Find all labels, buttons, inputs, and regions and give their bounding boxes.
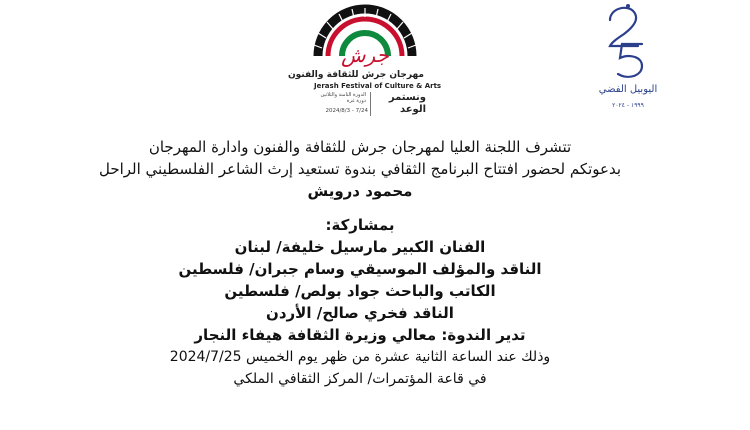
jerash-festival-logo: [287, 0, 442, 125]
venue-line: في قاعة المؤتمرات/ المركز الثقافي الملكي: [233, 371, 487, 387]
festival-edition: الدورة الثامنة والثلاثين دورة غزة: [320, 92, 366, 104]
moderator-line: تدير الندوة: معالي وزيرة الثقافة هيفاء النجار: [194, 326, 526, 344]
spacer: [80, 202, 640, 214]
jubilee-number-emblem: [588, 0, 668, 84]
participation-label: بمشاركة:: [325, 216, 395, 234]
festival-name-arabic: مهرجان جرش للثقافة والفنون: [287, 70, 424, 80]
festival-emblem-text: جرش: [341, 43, 389, 67]
festival-dates: 2024/8/3 - 7/24: [325, 108, 368, 114]
festival-divider: [370, 92, 371, 116]
participant-3: الكاتب والباحث جواد بولص/ فلسطين: [224, 282, 496, 300]
participant-2: الناقد والمؤلف الموسيقي وسام جبران/ فلسطين: [178, 260, 542, 278]
jubilee-title: اليوبيل الفضي: [598, 84, 658, 95]
invitation-line-1: تتشرف اللجنة العليا لمهرجان جرش للثقافة والفنون وادارة المهرجان: [148, 138, 572, 156]
invitation-body: [80, 136, 640, 390]
festival-arch-emblem: [300, 0, 430, 70]
silver-jubilee-logo: [588, 0, 668, 115]
festival-name-english: Jerash Festival of Culture & Arts: [314, 82, 442, 90]
jubilee-years: ١٩٩٩ - ٢٠٢٤: [612, 102, 644, 109]
time-line: وذلك عند الساعة الثانية عشرة من ظهر يوم الخميس 2024/7/25: [169, 349, 551, 365]
participant-1: الفنان الكبير مارسيل خليفة/ لبنان: [234, 238, 486, 256]
festival-slogan-line1: ونستمر: [388, 92, 426, 103]
jubilee-number: 25: [658, 14, 660, 15]
festival-slogan-line2: الوعد: [399, 104, 426, 115]
poet-name: محمود درويش: [307, 182, 413, 200]
festival-slogan: [374, 92, 426, 116]
participant-4: الناقد فخري صالح/ الأردن: [266, 304, 454, 322]
invitation-line-2: بدعوتكم لحضور افتتاح البرنامج الثقافي بندوة تستعيد إرث الشاعر الفلسطيني الراحل: [98, 160, 622, 178]
